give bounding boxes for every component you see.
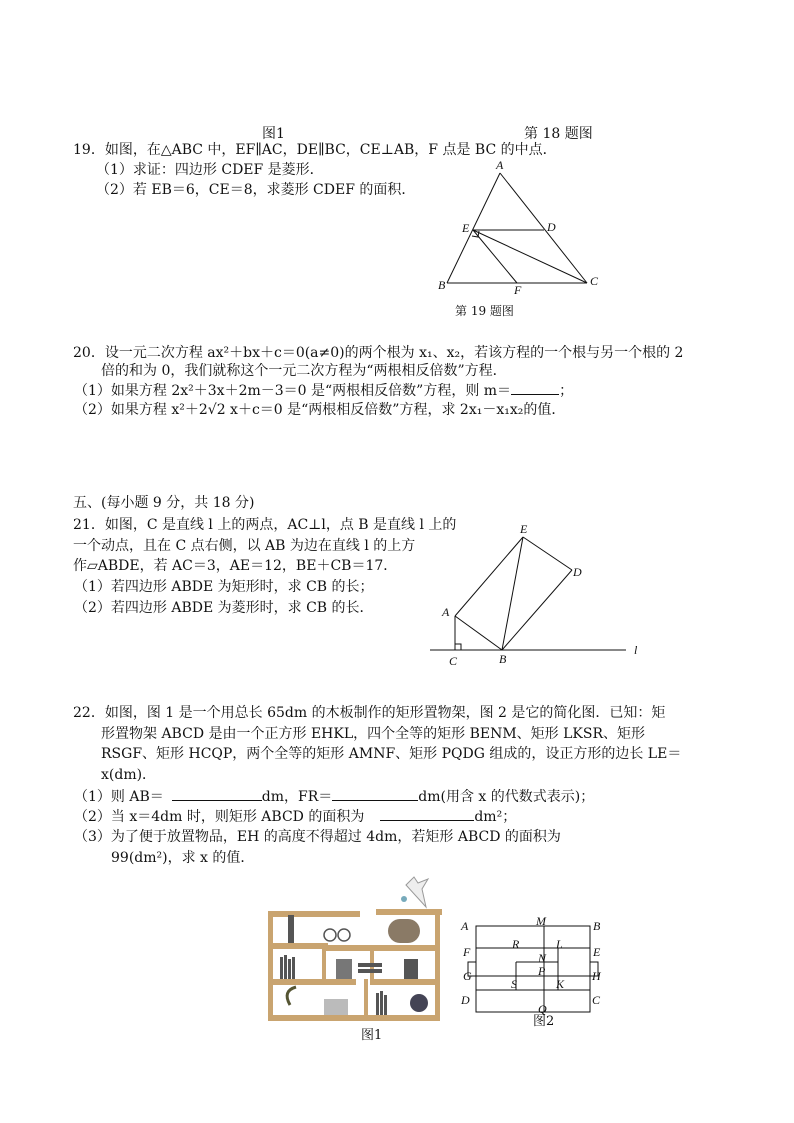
q20-part1-text: （1）如果方程 2x²＋3x＋2m－3＝0 是“两根相反倍数”方程，则 m＝ [74,383,512,399]
q19-part2: （2）若 EB＝6，CE＝8，求菱形 CDEF 的面积． [96,182,416,198]
fig2-caption: 图2 [533,1014,555,1029]
fig1-caption: 图1 [361,1028,383,1043]
q20-part1 [74,380,573,401]
fig2-label-A: A [461,919,469,933]
q22-part1-c: dm(用含 x 的代数式表示)； [418,789,595,805]
q21-line1: 21．如图，C 是直线 l 上的两点，AC⊥l，点 B 是直线 l 上的 [73,517,457,533]
q22-ab-blank[interactable] [172,786,262,801]
q22-line3: RSGF、矩形 HCQP，两个全等的矩形 AMNF、矩形 PQDG 组成的，设正方形的边长 LE＝ [101,746,682,762]
q20-part1-end: ； [559,383,574,399]
q19-label-C: C [590,274,599,288]
fig2-label-H: H [592,969,601,983]
fig1-caption-top: 图1 [262,126,285,142]
q19-label-D: D [547,220,556,234]
q21-label-D: D [573,565,582,579]
fig18-caption: 第 18 题图 [524,126,593,142]
fig2-label-R: R [512,937,520,951]
q21-label-C: C [449,654,458,668]
fig2-label-F: F [463,945,471,959]
q22-area-blank[interactable] [380,806,474,821]
section5-heading: 五、(每小题 9 分，共 18 分) [73,495,255,511]
q22-line4: x(dm)． [101,767,157,783]
q20-m-blank[interactable] [511,380,559,395]
fig2-label-E: E [593,945,601,959]
q22-line2: 形置物架 ABCD 是由一个正方形 EHKL，四个全等的矩形 BENM、矩形 LKSR、矩形 [101,726,646,742]
q22-part1-a: （1）则 AB＝ [74,789,164,805]
q19-label-E: E [462,221,470,235]
q21-line2: 一个动点，且在 C 点右侧，以 AB 为边在直线 l 的上方 [73,538,416,554]
fig2-label-K: K [556,977,565,991]
fig2-label-M: M [536,914,546,928]
q19-label-A: A [496,158,504,172]
q21-part2: （2）若四边形 ABDE 为菱形时，求 CB 的长． [74,600,374,616]
q20-part2: （2）如果方程 x²＋2√2 x＋c＝0 是“两根相反倍数”方程，求 2x₁－x₁x₂的值． [74,402,566,418]
fig2-label-N: N [538,951,547,965]
q19-part1: （1）求证：四边形 CDEF 是菱形． [96,162,324,178]
q22-part1 [74,786,594,807]
q21-part1: （1）若四边形 ABDE 为矩形时，求 CB 的长； [74,579,374,595]
q22-line1: 22．如图，图 1 是一个用总长 65dm 的木板制作的矩形置物架，图 2 是它的简化图．已知：矩 [73,705,666,721]
q22-fr-blank[interactable] [332,786,418,801]
shelf-illustration [264,875,454,1045]
q22-part2-b: dm²； [474,809,517,825]
q22-part3-cont: 99(dm²)，求 x 的值． [111,850,255,866]
q21-label-l: l [634,643,638,657]
q20-line2: 倍的和为 0，我们就称这个一元二次方程为“两根相反倍数”方程． [101,363,507,379]
q19-caption: 第 19 题图 [455,304,514,318]
q22-part3: （3）为了便于放置物品，EH 的高度不得超过 4dm，若矩形 ABCD 的面积为 [74,829,561,845]
fig2-label-S: S [511,977,517,991]
q22-part2-a: （2）当 x＝4dm 时，则矩形 ABCD 的面积为 [74,809,365,825]
fig2-label-P: P [538,964,546,978]
fig2-label-L: L [556,937,563,951]
fig2-label-Q: Q [538,1002,547,1016]
q22-part2 [74,806,516,827]
q19-stem: 19．如图，在△ABC 中，EF∥AC，DE∥BC，CE⊥AB，F 点是 BC 的中点． [73,142,557,158]
q22-part1-b: dm，FR＝ [261,789,333,805]
q20-line1: 20．设一元二次方程 ax²＋bx＋c＝0(a≠0)的两个根为 x₁、x₂，若该方程的一个根与另一个根的 2 [73,345,684,361]
q21-label-E: E [520,522,528,536]
q21-line3: 作▱ABDE，若 AC＝3，AE＝12，BE＋CB＝17． [73,558,398,574]
q21-label-B: B [499,652,507,666]
fig2-label-D: D [461,993,470,1007]
fig2-label-G: G [463,969,472,983]
q19-label-B: B [438,278,446,292]
q21-label-A: A [442,605,450,619]
q19-label-F: F [514,283,522,297]
fig2-label-B: B [593,919,601,933]
q21-parallelogram-figure [428,520,648,670]
fig2-label-C: C [592,993,601,1007]
q19-triangle-figure [430,158,610,323]
